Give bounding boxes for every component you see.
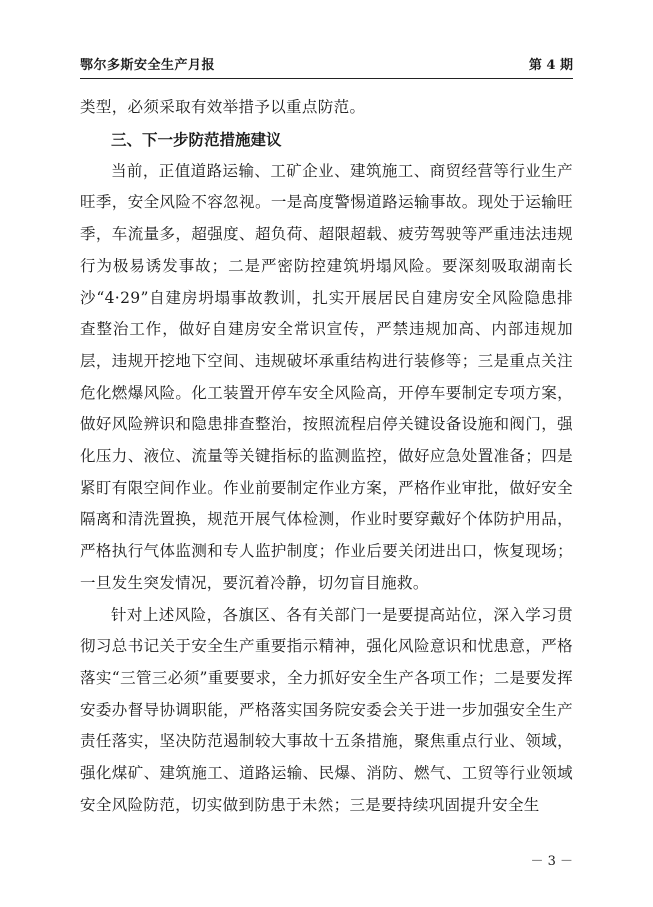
publication-title: 鄂尔多斯安全生产月报 <box>80 58 216 73</box>
paragraph-measures: 针对上述风险，各旗区、各有关部门一是要提高站位，深入学习贯彻习总书记关于安全生产重要指示精神，强化风险意识和忧患意，严格落实“三管三必须”重要要求，全力抓好安全生产各项工作；二是要发挥安委办督导协调职能，严格落实国务院安委会关于进一步加强安全生产责任落实，坚决防范遏制较大事故十五条措施，聚焦重点行业、领域，强化煤矿、建筑施工、道路运输、民爆、消防、燃气、工贸等行业领域安全风险防范，切实做到防患于未然；三是要持续巩固提升安全生 <box>80 605 573 814</box>
running-header <box>80 54 573 76</box>
issue-number: 第 4 期 <box>528 58 573 73</box>
header-rule <box>80 78 573 79</box>
paragraph-risks: 当前，正值道路运输、工矿企业、建筑施工、商贸经营等行业生产旺季，安全风险不容忽视。一是高度警惕道路运输事故。现处于运输旺季，车流量多，超强度、超负荷、超限超载、疲劳驾驶等严重违法违规行为极易诱发事故；二是严密防控建筑坍塌风险。要深刻吸取湖南长沙“4·29”自建房坍塌事故教训，扎实开展居民自建房安全风险隐患排查整治工作，做好自建房安全常识宣传，严禁违规加高、内部违规加层，违规开挖地下空间、违规破坏承重结构进行装修等；三是重点关注危化燃爆风险。化工装置开停车安全风险高，开停车要制定专项方案，做好风险辨识和隐患排查整治，按照流程启停关键设备设施和阀门，强化压力、液位、流量等关键指标的监测监控，做好应急处置准备；四是紧盯有限空间作业。作业前要制定作业方案，严格作业审批，做好安全隔离和清洗置换，规范开展气体检测，作业时要穿戴好个体防护用品，严格执行气体监测和专人监护制度；作业后要关闭进出口，恢复现场；一旦发生突发情况，要沉着冷静，切勿盲目施救。 <box>80 161 573 592</box>
page-number: － 3 － <box>530 854 573 869</box>
continuation-text: 类型，必须采取有效举措予以重点防范。 <box>80 98 366 116</box>
page-body <box>80 92 573 821</box>
section-heading: 三、下一步防范措施建议 <box>111 130 282 149</box>
